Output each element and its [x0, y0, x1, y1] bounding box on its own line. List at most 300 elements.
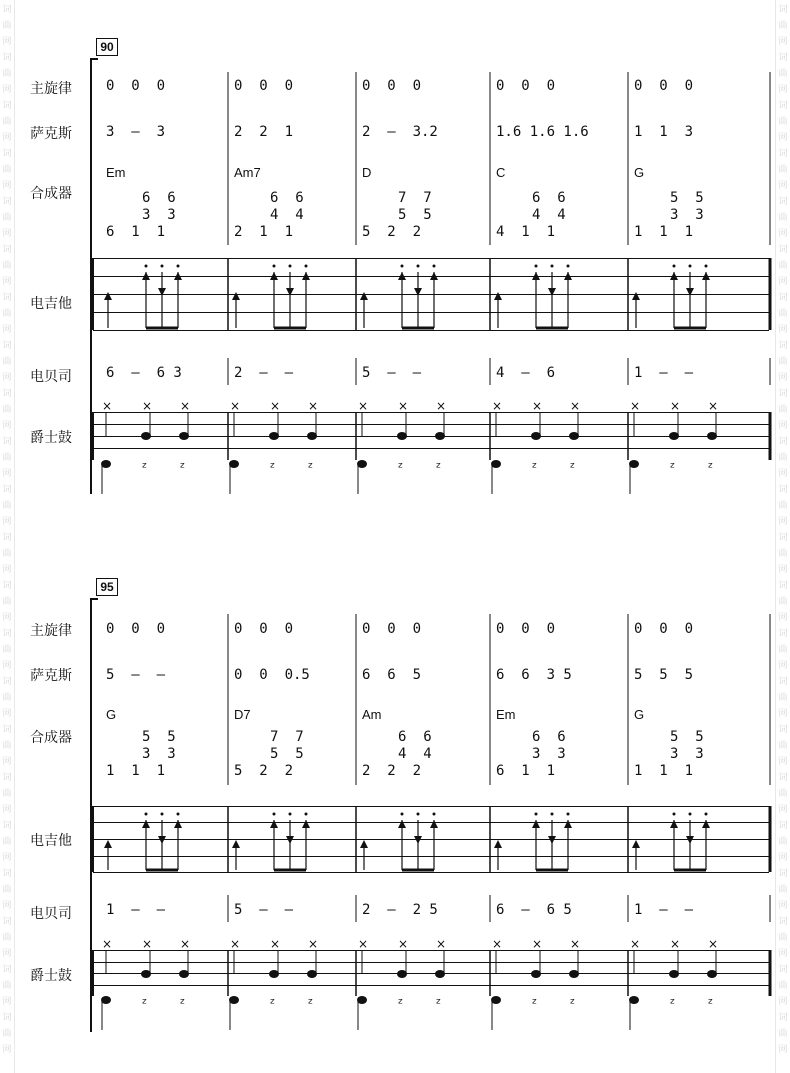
watermark-char: 词 — [778, 52, 788, 62]
measure-notes: 6 6 — [270, 190, 304, 206]
watermark-char: 网 — [2, 516, 12, 526]
strum-down — [286, 836, 294, 844]
watermark-char: 词 — [2, 4, 12, 14]
measure-notes: 6 1 1 — [106, 224, 166, 240]
watermark-char: 词 — [778, 388, 788, 398]
strum-up — [360, 840, 368, 848]
watermark-char: 曲 — [778, 260, 788, 270]
strum-up — [670, 820, 678, 828]
label-electric-bass: 电贝司 — [30, 906, 72, 922]
measure-notes: 0 0 0 — [234, 78, 294, 94]
measure-notes: 3 3 — [532, 746, 566, 762]
watermark-char: 曲 — [2, 356, 12, 366]
watermark-char: 网 — [2, 996, 12, 1006]
watermark-char: 曲 — [2, 884, 12, 894]
measure-notes: 5 5 — [670, 190, 704, 206]
watermark-char: 词 — [778, 772, 788, 782]
quarter-rest: ᶻ — [270, 460, 276, 476]
measure-notes: 6 6 — [398, 729, 432, 745]
watermark-char: 网 — [2, 36, 12, 46]
measure-notes: 4 4 — [532, 207, 566, 223]
hihat-x: × — [398, 399, 409, 413]
strum-up — [232, 840, 240, 848]
hihat-x: × — [102, 937, 113, 951]
watermark-char: 词 — [778, 4, 788, 14]
watermark-char: 曲 — [778, 1028, 788, 1038]
watermark-char: 网 — [778, 756, 788, 766]
strum-up — [564, 820, 572, 828]
watermark-char: 曲 — [2, 596, 12, 606]
label-main-melody: 主旋律 — [30, 81, 72, 97]
watermark-char: 曲 — [778, 548, 788, 558]
watermark-char: 网 — [2, 852, 12, 862]
quarter-rest: ᶻ — [532, 996, 538, 1012]
measure-notes: 4 4 — [398, 746, 432, 762]
measure-notes: 4 4 — [270, 207, 304, 223]
watermark-char: 词 — [2, 820, 12, 830]
hihat-x: × — [358, 399, 369, 413]
hihat-x: × — [102, 399, 113, 413]
watermark-char: 网 — [2, 468, 12, 478]
watermark-char: 词 — [2, 868, 12, 878]
hihat-x: × — [180, 937, 191, 951]
measure-notes: 2 1 1 — [234, 224, 294, 240]
watermark-char: 网 — [778, 564, 788, 574]
measure-notes: 3 3 — [142, 746, 176, 762]
watermark-char: 网 — [778, 372, 788, 382]
label-saxophone: 萨克斯 — [30, 126, 72, 142]
chord-symbol: Em — [106, 165, 126, 180]
watermark-char: 网 — [2, 1044, 12, 1054]
measure-notes: 7 7 — [398, 190, 432, 206]
snare-note — [669, 970, 679, 978]
watermark-char: 曲 — [2, 692, 12, 702]
chord-symbol: G — [106, 707, 117, 722]
watermark-char: 词 — [778, 916, 788, 926]
measure-notes: 3 — 3 — [106, 124, 166, 140]
watermark-char: 网 — [778, 1044, 788, 1054]
label-electric-guitar: 电吉他 — [30, 833, 72, 849]
watermark-char: 词 — [2, 196, 12, 206]
strum-up — [270, 820, 278, 828]
staccato-dot — [401, 813, 404, 816]
snare-note — [397, 970, 407, 978]
hihat-x: × — [532, 399, 543, 413]
staccato-dot — [433, 813, 436, 816]
hihat-x: × — [492, 399, 503, 413]
watermark-char: 曲 — [2, 500, 12, 510]
watermark-char: 词 — [2, 580, 12, 590]
watermark-char: 曲 — [778, 788, 788, 798]
measure-notes: 5 5 — [142, 729, 176, 745]
chord-symbol: C — [496, 165, 506, 180]
measure-notes: 3 3 — [670, 207, 704, 223]
hihat-x: × — [532, 937, 543, 951]
measure-notes: 6 6 5 — [362, 667, 422, 683]
measure-notes: 0 0 0 — [106, 78, 166, 94]
watermark-char: 曲 — [2, 644, 12, 654]
quarter-rest: ᶻ — [670, 460, 676, 476]
watermark-char: 网 — [778, 228, 788, 238]
watermark-char: 曲 — [2, 308, 12, 318]
quarter-rest: ᶻ — [180, 460, 186, 476]
watermark-char: 曲 — [2, 20, 12, 30]
watermark-char: 曲 — [778, 692, 788, 702]
snare-note — [435, 970, 445, 978]
watermark-char: 网 — [2, 132, 12, 142]
watermark-char: 词 — [778, 244, 788, 254]
staccato-dot — [417, 813, 420, 816]
label-saxophone: 萨克斯 — [30, 668, 72, 684]
hihat-x: × — [570, 937, 581, 951]
hihat-x: × — [230, 937, 241, 951]
hihat-x: × — [142, 399, 153, 413]
quarter-rest: ᶻ — [532, 460, 538, 476]
watermark-char: 词 — [778, 340, 788, 350]
strum-down — [686, 836, 694, 844]
watermark-char: 曲 — [2, 932, 12, 942]
watermark-char: 词 — [778, 100, 788, 110]
watermark-char: 网 — [778, 996, 788, 1006]
snare-note — [179, 970, 189, 978]
measure-notes: 1 1 1 — [106, 763, 166, 779]
watermark-char: 网 — [778, 612, 788, 622]
staccato-dot — [273, 813, 276, 816]
strum-up — [302, 820, 310, 828]
watermark-char: 网 — [2, 708, 12, 718]
measure-notes: 1 — — — [106, 902, 166, 918]
hihat-x: × — [670, 399, 681, 413]
watermark-char: 网 — [2, 228, 12, 238]
staccato-dot — [551, 813, 554, 816]
watermark-char: 网 — [778, 852, 788, 862]
watermark-char: 网 — [778, 708, 788, 718]
measure-notes: 0 0 0.5 — [234, 667, 310, 683]
strum-up — [398, 820, 406, 828]
watermark-char: 曲 — [778, 404, 788, 414]
hihat-x: × — [308, 399, 319, 413]
watermark-char: 网 — [2, 948, 12, 958]
watermark-char: 词 — [2, 772, 12, 782]
watermark-char: 词 — [2, 148, 12, 158]
watermark-char: 曲 — [778, 980, 788, 990]
staccato-dot — [305, 813, 308, 816]
watermark-char: 曲 — [778, 212, 788, 222]
watermark-char: 曲 — [2, 740, 12, 750]
watermark-char: 词 — [2, 244, 12, 254]
hihat-x: × — [398, 937, 409, 951]
watermark-char: 曲 — [778, 884, 788, 894]
chord-symbol: Am7 — [234, 165, 261, 180]
quarter-rest: ᶻ — [398, 460, 404, 476]
watermark-char: 网 — [778, 324, 788, 334]
strum-up — [174, 820, 182, 828]
watermark-char: 网 — [778, 84, 788, 94]
watermark-char: 词 — [2, 52, 12, 62]
watermark-char: 词 — [778, 532, 788, 542]
quarter-rest: ᶻ — [570, 460, 576, 476]
watermark-char: 网 — [778, 132, 788, 142]
watermark-char: 曲 — [2, 68, 12, 78]
rehearsal-mark: 95 — [96, 578, 118, 596]
watermark-char: 词 — [778, 964, 788, 974]
watermark-char: 词 — [2, 964, 12, 974]
hihat-x: × — [492, 937, 503, 951]
measure-notes: 5 2 2 — [362, 224, 422, 240]
watermark-char: 曲 — [778, 740, 788, 750]
watermark-char: 词 — [778, 580, 788, 590]
watermark-char: 曲 — [2, 452, 12, 462]
watermark-char: 词 — [778, 484, 788, 494]
measure-notes: 2 2 2 — [362, 763, 422, 779]
measure-notes: 0 0 0 — [496, 78, 556, 94]
measure-notes: 6 6 — [532, 190, 566, 206]
watermark-char: 曲 — [778, 356, 788, 366]
measure-notes: 5 5 — [270, 746, 304, 762]
watermark-char: 词 — [778, 1012, 788, 1022]
measure-notes: 2 — — — [234, 365, 294, 381]
watermark-char: 网 — [2, 804, 12, 814]
watermark-char: 网 — [2, 612, 12, 622]
hihat-x: × — [708, 399, 719, 413]
quarter-rest: ᶻ — [142, 996, 148, 1012]
strum-up — [702, 820, 710, 828]
watermark-char: 词 — [778, 196, 788, 206]
watermark-char: 词 — [2, 436, 12, 446]
quarter-rest: ᶻ — [708, 460, 714, 476]
measure-notes: 2 — 2 5 — [362, 902, 438, 918]
measure-notes: 0 0 0 — [634, 78, 694, 94]
measure-notes: 1 1 1 — [634, 224, 694, 240]
watermark-char: 词 — [2, 1012, 12, 1022]
hihat-x: × — [180, 399, 191, 413]
label-main-melody: 主旋律 — [30, 623, 72, 639]
watermark-char: 曲 — [778, 500, 788, 510]
watermark-char: 网 — [2, 180, 12, 190]
watermark-char: 曲 — [2, 980, 12, 990]
watermark-char: 网 — [2, 84, 12, 94]
watermark-char: 曲 — [2, 788, 12, 798]
staccato-dot — [177, 813, 180, 816]
measure-notes: 1 — — — [634, 902, 694, 918]
watermark-char: 曲 — [778, 836, 788, 846]
measure-notes: 5 5 — [398, 207, 432, 223]
label-synthesizer: 合成器 — [30, 186, 72, 202]
measure-notes: 6 — 6 3 — [106, 365, 182, 381]
measure-notes: 1 — — — [634, 365, 694, 381]
chord-symbol: D — [362, 165, 372, 180]
watermark-char: 网 — [778, 468, 788, 478]
measure-notes: 5 — — — [362, 365, 422, 381]
measure-notes: 5 5 5 — [634, 667, 694, 683]
watermark-char: 网 — [778, 36, 788, 46]
quarter-rest: ᶻ — [670, 996, 676, 1012]
snare-note — [141, 970, 151, 978]
quarter-rest: ᶻ — [708, 996, 714, 1012]
quarter-rest: ᶻ — [308, 996, 314, 1012]
snare-note — [531, 970, 541, 978]
watermark-char: 网 — [778, 420, 788, 430]
hihat-x: × — [436, 399, 447, 413]
strum-up — [632, 840, 640, 848]
watermark-char: 词 — [778, 868, 788, 878]
watermark-char: 词 — [778, 148, 788, 158]
measure-notes: 0 0 0 — [106, 621, 166, 637]
watermark-char: 曲 — [778, 932, 788, 942]
label-electric-guitar: 电吉他 — [30, 296, 72, 312]
watermark-char: 词 — [778, 628, 788, 638]
strum-down — [158, 836, 166, 844]
watermark-char: 网 — [2, 756, 12, 766]
quarter-rest: ᶻ — [308, 460, 314, 476]
measure-notes: 1 1 3 — [634, 124, 694, 140]
strum-up — [532, 820, 540, 828]
watermark-char: 网 — [778, 180, 788, 190]
snare-note — [569, 970, 579, 978]
measure-notes: 7 7 — [270, 729, 304, 745]
hihat-x: × — [670, 937, 681, 951]
hihat-x: × — [630, 937, 641, 951]
quarter-rest: ᶻ — [180, 996, 186, 1012]
watermark-char: 词 — [2, 484, 12, 494]
watermark-char: 曲 — [778, 452, 788, 462]
hihat-x: × — [230, 399, 241, 413]
watermark-char: 词 — [2, 676, 12, 686]
watermark-char: 词 — [778, 292, 788, 302]
strum-down — [414, 836, 422, 844]
measure-notes: 1 1 1 — [634, 763, 694, 779]
watermark-char: 曲 — [778, 68, 788, 78]
strum-up — [494, 840, 502, 848]
measure-notes: 0 0 0 — [634, 621, 694, 637]
measure-notes: 6 — 6 5 — [496, 902, 572, 918]
measure-notes: 2 — 3.2 — [362, 124, 438, 140]
watermark-char: 词 — [2, 292, 12, 302]
watermark-char: 词 — [2, 628, 12, 638]
strum-up — [142, 820, 150, 828]
measure-notes: 0 0 0 — [362, 621, 422, 637]
watermark-char: 网 — [778, 900, 788, 910]
measure-notes: 3 3 — [142, 207, 176, 223]
watermark-char: 网 — [778, 948, 788, 958]
watermark-char: 曲 — [2, 212, 12, 222]
measure-notes: 1.6 1.6 1.6 — [496, 124, 589, 140]
watermark-char: 曲 — [2, 116, 12, 126]
watermark-char: 曲 — [2, 836, 12, 846]
quarter-rest: ᶻ — [436, 996, 442, 1012]
quarter-rest: ᶻ — [398, 996, 404, 1012]
watermark-char: 词 — [2, 532, 12, 542]
snare-note — [269, 970, 279, 978]
watermark-char: 词 — [2, 340, 12, 350]
watermark-char: 词 — [778, 436, 788, 446]
measure-notes: 6 1 1 — [496, 763, 556, 779]
chord-symbol: G — [634, 707, 645, 722]
watermark-char: 网 — [778, 804, 788, 814]
watermark-char: 曲 — [778, 116, 788, 126]
watermark-char: 曲 — [778, 164, 788, 174]
watermark-char: 曲 — [778, 20, 788, 30]
watermark-char: 曲 — [778, 644, 788, 654]
staccato-dot — [705, 813, 708, 816]
measure-notes: 6 6 — [532, 729, 566, 745]
watermark-char: 曲 — [2, 164, 12, 174]
strum-up — [104, 840, 112, 848]
watermark-char: 曲 — [2, 260, 12, 270]
chord-symbol: G — [634, 165, 645, 180]
chord-symbol: Em — [496, 707, 516, 722]
measure-notes: 5 5 — [670, 729, 704, 745]
watermark-char: 网 — [2, 660, 12, 670]
watermark-char: 网 — [778, 516, 788, 526]
hihat-x: × — [308, 937, 319, 951]
strum-up — [430, 820, 438, 828]
measure-notes: 0 0 0 — [362, 78, 422, 94]
watermark-char: 网 — [778, 276, 788, 286]
measure-notes: 5 — — — [106, 667, 166, 683]
staccato-dot — [289, 813, 292, 816]
watermark-char: 曲 — [2, 548, 12, 558]
watermark-char: 词 — [2, 100, 12, 110]
hihat-x: × — [436, 937, 447, 951]
staccato-dot — [535, 813, 538, 816]
measure-notes: 5 — — — [234, 902, 294, 918]
chord-symbol: D7 — [234, 707, 251, 722]
watermark-char: 词 — [778, 820, 788, 830]
watermark-char: 网 — [2, 276, 12, 286]
watermark-char: 网 — [2, 900, 12, 910]
watermark-char: 词 — [2, 388, 12, 398]
quarter-rest: ᶻ — [270, 996, 276, 1012]
watermark-char: 网 — [2, 324, 12, 334]
hihat-x: × — [142, 937, 153, 951]
snare-note — [307, 970, 317, 978]
quarter-rest: ᶻ — [570, 996, 576, 1012]
rehearsal-mark: 90 — [96, 38, 118, 56]
measure-notes: 3 3 — [670, 746, 704, 762]
watermark-char: 词 — [2, 724, 12, 734]
watermark-char: 词 — [2, 916, 12, 926]
watermark-char: 网 — [2, 372, 12, 382]
strum-down — [548, 836, 556, 844]
staccato-dot — [145, 813, 148, 816]
watermark-char: 网 — [778, 660, 788, 670]
watermark-char: 词 — [778, 724, 788, 734]
staccato-dot — [161, 813, 164, 816]
watermark-char: 曲 — [778, 596, 788, 606]
hihat-x: × — [358, 937, 369, 951]
measure-notes: 5 2 2 — [234, 763, 294, 779]
watermark-char: 曲 — [2, 404, 12, 414]
label-drum-kit: 爵士鼓 — [30, 430, 72, 446]
measure-notes: 0 0 0 — [496, 621, 556, 637]
quarter-rest: ᶻ — [142, 460, 148, 476]
measure-notes: 6 6 — [142, 190, 176, 206]
measure-notes: 4 1 1 — [496, 224, 556, 240]
label-electric-bass: 电贝司 — [30, 369, 72, 385]
hihat-x: × — [270, 399, 281, 413]
label-drum-kit: 爵士鼓 — [30, 968, 72, 984]
hihat-x: × — [270, 937, 281, 951]
measure-notes: 6 6 3 5 — [496, 667, 572, 683]
staccato-dot — [567, 813, 570, 816]
measure-notes: 4 — 6 — [496, 365, 556, 381]
watermark-char: 词 — [778, 676, 788, 686]
watermark-char: 网 — [2, 420, 12, 430]
measure-notes: 0 0 0 — [234, 621, 294, 637]
measure-notes: 2 2 1 — [234, 124, 294, 140]
staccato-dot — [689, 813, 692, 816]
